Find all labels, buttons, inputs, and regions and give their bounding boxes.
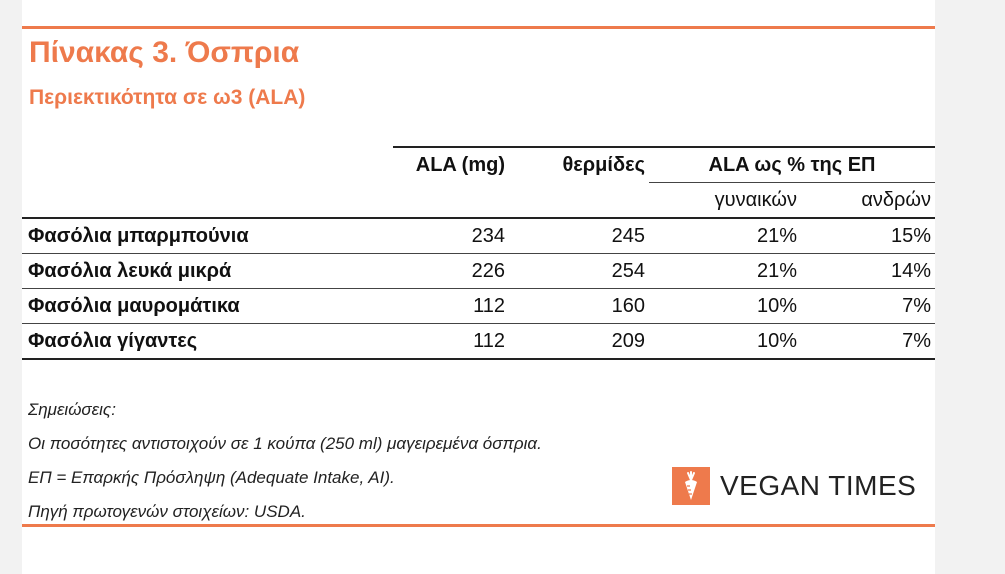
cell-women: 21% [649,218,807,254]
vegan-times-logo [672,466,916,506]
logo-text: VEGAN TIMES [720,470,917,501]
table-row [22,289,935,324]
row-name: Φασόλια λευκά μικρά [22,254,393,289]
notes-heading: Σημειώσεις: [28,400,116,419]
cell-men: 14% [807,254,935,289]
table-row [22,324,935,360]
table-header-row [22,147,935,183]
cell-calories: 209 [515,324,649,360]
cell-ala: 234 [393,218,515,254]
cell-women: 10% [649,324,807,360]
header-women: γυναικών [649,183,807,219]
cell-men: 15% [807,218,935,254]
cell-ala: 112 [393,289,515,324]
header-men: ανδρών [807,183,935,219]
cell-women: 21% [649,254,807,289]
top-divider [22,26,935,29]
cell-calories: 245 [515,218,649,254]
note-line: Πηγή πρωτογενών στοιχείων: USDA. [28,502,306,521]
table-subheader-row [22,183,935,219]
page-title: Πίνακας 3. Όσπρια [29,36,300,69]
row-name: Φασόλια μαυρομάτικα [22,289,393,324]
header-ala-percent: ALA ως % της ΕΠ [649,147,935,183]
carrot-icon [672,467,710,505]
table-row [22,218,935,254]
cell-men: 7% [807,324,935,360]
table-row [22,254,935,289]
cell-calories: 160 [515,289,649,324]
legumes-table [22,146,935,360]
cell-ala: 112 [393,324,515,360]
notes [28,396,542,532]
bottom-divider [22,524,935,527]
note-line: Οι ποσότητες αντιστοιχούν σε 1 κούπα (250 ml) μαγειρεμένα όσπρια. [28,434,542,453]
cell-women: 10% [649,289,807,324]
row-name: Φασόλια μπαρμπούνια [22,218,393,254]
cell-calories: 254 [515,254,649,289]
note-line: ΕΠ = Επαρκής Πρόσληψη (Adequate Intake, AI). [28,468,395,487]
header-ala-mg: ALA (mg) [393,147,515,183]
page-subtitle: Περιεκτικότητα σε ω3 (ALA) [29,86,306,109]
header-calories: θερμίδες [515,147,649,183]
row-name: Φασόλια γίγαντες [22,324,393,360]
cell-men: 7% [807,289,935,324]
cell-ala: 226 [393,254,515,289]
